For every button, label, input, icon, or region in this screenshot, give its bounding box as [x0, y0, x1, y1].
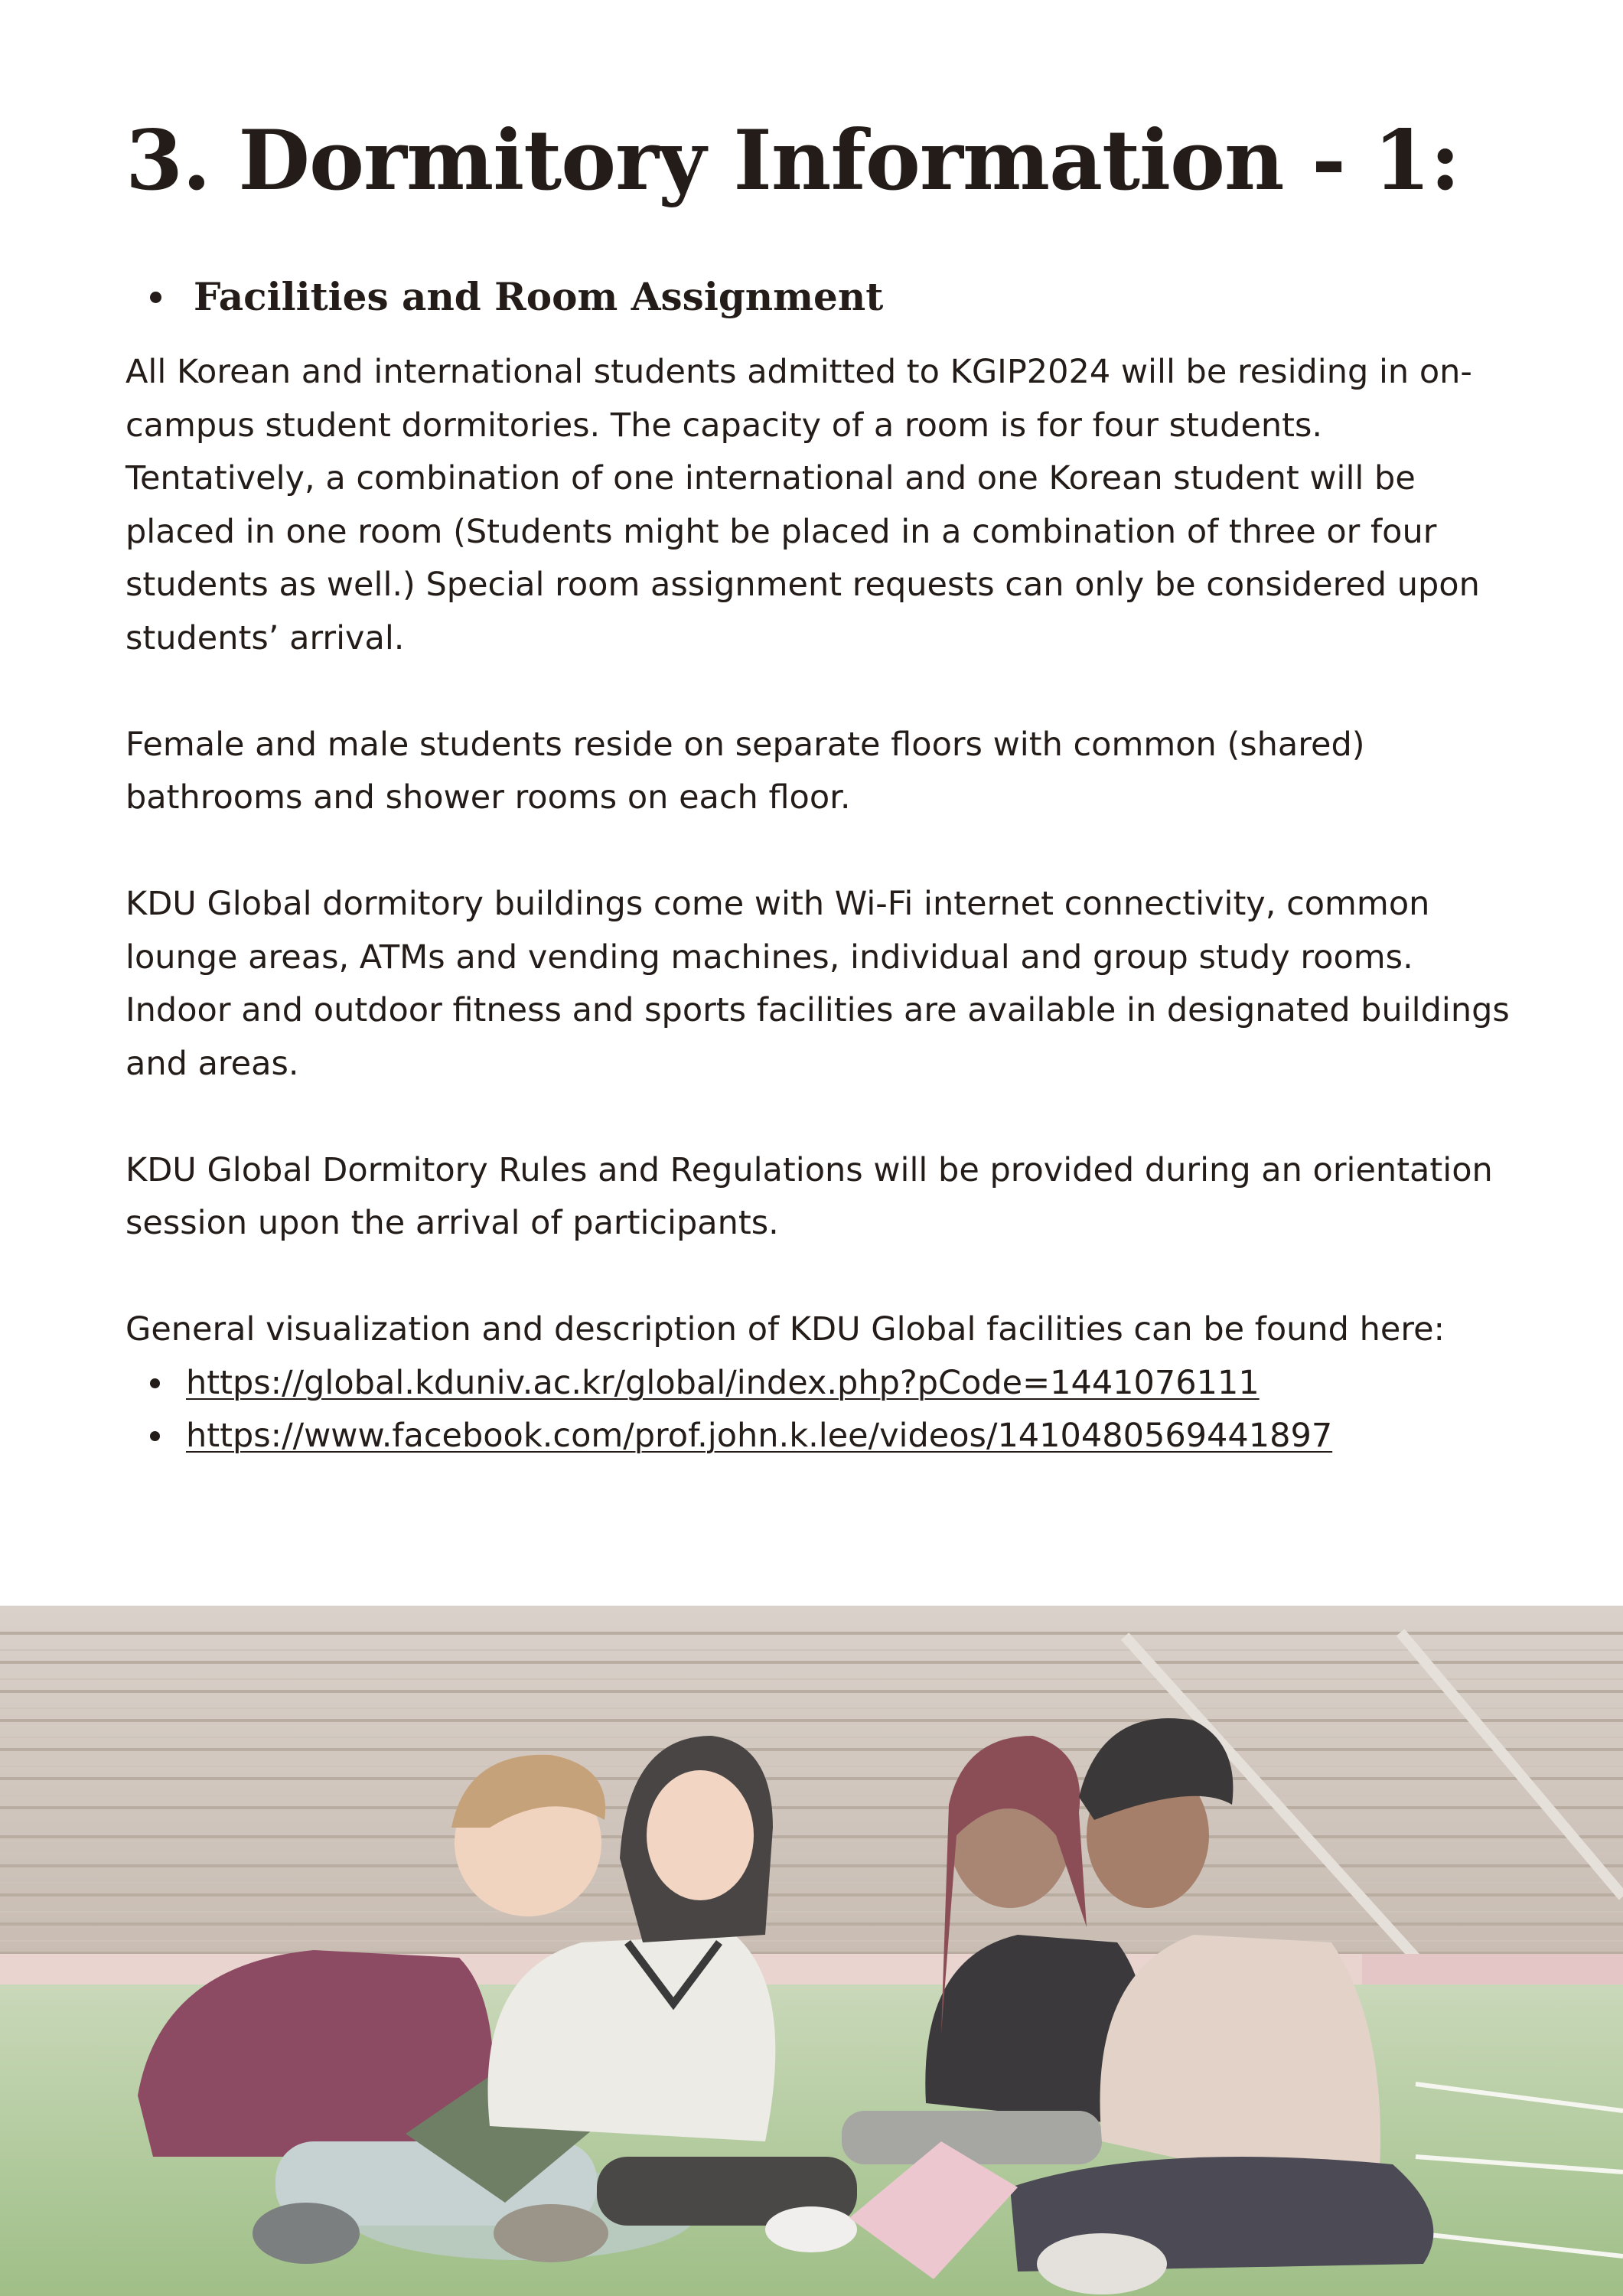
paragraph-visualization: General visualization and description of KDU Global facilities can be found here:: [125, 1310, 1445, 1349]
students-photo: [0, 1606, 1623, 2296]
kduniv-facilities-link[interactable]: https://global.kduniv.ac.kr/global/index.php?pCode=1441076111: [186, 1363, 1260, 1402]
paragraph-room-assignment: All Korean and international students admitted to KGIP2024 will be residing in on-campus student dormitories. The capacity of a room is for four students. Tentatively, a combination of one international and one Korean student will be placed in one room (Students might be placed in a combination of three or four students as well.) Special room assignment requests can only be considered upon students’ arrival.: [125, 353, 1480, 657]
bullet-icon: [150, 1378, 160, 1388]
list-item: [125, 1410, 1518, 1463]
paragraph-floors: Female and male students reside on separate floors with common (shared) bathrooms and shower rooms on each floor.: [125, 725, 1365, 817]
section-heading: [150, 268, 883, 326]
page-title: 3. Dormitory Information - 1:: [125, 113, 1460, 209]
bullet-icon: [150, 292, 161, 303]
paragraph-rules: KDU Global Dormitory Rules and Regulations will be provided during an orientation session upon the arrival of participants.: [125, 1150, 1493, 1242]
stands-steps: [0, 1629, 1623, 1954]
body-text: [125, 346, 1518, 1463]
bullet-icon: [150, 1431, 160, 1441]
paragraph-facilities: KDU Global dormitory buildings come with Wi-Fi internet connectivity, common lounge areas, ATMs and vending machines, individual and group study rooms. Indoor and outdoor fitness and sports facilities are available in designated buildings and areas.: [125, 885, 1510, 1083]
link-list: [125, 1357, 1518, 1463]
section-heading-text: Facilities and Room Assignment: [194, 274, 884, 319]
list-item: [125, 1357, 1518, 1411]
facebook-video-link[interactable]: https://www.facebook.com/prof.john.k.lee/videos/1410480569441897: [186, 1417, 1333, 1455]
students-photo-illustration: [0, 1606, 1623, 2296]
